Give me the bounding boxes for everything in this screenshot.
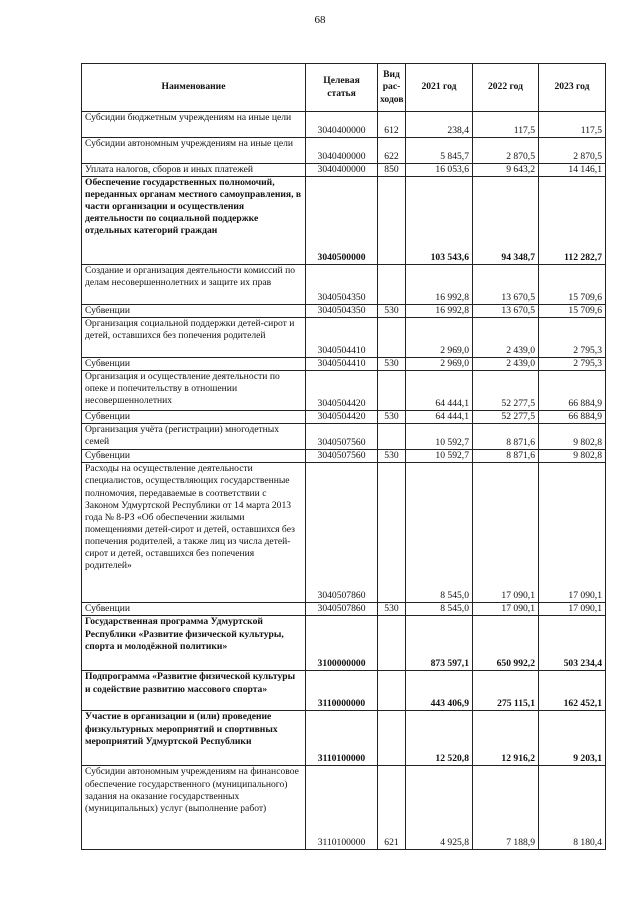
- row-name: Субвенции: [82, 603, 306, 616]
- row-value-2021: 10 592,7: [406, 450, 473, 463]
- row-value-2022: 17 090,1: [473, 463, 539, 603]
- row-name: Участие в организации и (или) проведение физкультурных мероприятий и спортивных мероприятий Удмуртской Республики: [82, 711, 306, 766]
- row-value-2023: 9 802,8: [539, 450, 606, 463]
- row-code: 3040400000: [306, 164, 378, 177]
- table-row: [82, 671, 606, 711]
- row-value-2023: 2 870,5: [539, 138, 606, 164]
- table-row: [82, 371, 606, 411]
- table-row: [82, 450, 606, 463]
- row-code: 3040400000: [306, 138, 378, 164]
- table-row: [82, 112, 606, 138]
- row-value-2022: 9 643,2: [473, 164, 539, 177]
- table-row: [82, 616, 606, 671]
- row-type: 850: [378, 164, 406, 177]
- row-name: Субсидии бюджетным учреждениям на иные цели: [82, 112, 306, 138]
- row-value-2022: 8 871,6: [473, 450, 539, 463]
- row-name: Расходы на осуществление деятельности специалистов, осуществляющих государственные полномочия, передаваемые в соответствии с Законом Удмуртской Республики от 14 марта 2013 года № 8-РЗ «Об обеспечении жилыми помещениями детей-сирот и детей, оставшихся без попечения родителей, а также лиц из числа детей-сирот и детей, оставшихся без попечения родителей»: [82, 463, 306, 603]
- row-code: 3040507560: [306, 450, 378, 463]
- row-code: 3040507860: [306, 463, 378, 603]
- row-name: Субсидии автономным учреждениям на финансовое обеспечение государственного (муниципального) задания на оказание государственных (муниципальных) услуг (выполнение работ): [82, 766, 306, 850]
- row-name: Уплата налогов, сборов и иных платежей: [82, 164, 306, 177]
- row-value-2021: 12 520,8: [406, 711, 473, 766]
- row-name: Организация учёта (регистрации) многодетных семей: [82, 424, 306, 450]
- row-name: Государственная программа Удмуртской Республики «Развитие физической культуры, спорта и молодёжной политики»: [82, 616, 306, 671]
- row-code: 3040504410: [306, 318, 378, 358]
- row-code: 3040507560: [306, 424, 378, 450]
- row-name: Субвенции: [82, 450, 306, 463]
- table-row: [82, 318, 606, 358]
- table-header-row: [82, 64, 606, 112]
- row-value-2023: 9 802,8: [539, 424, 606, 450]
- row-value-2022: 2 439,0: [473, 318, 539, 358]
- row-type: [378, 177, 406, 265]
- row-name: Субвенции: [82, 358, 306, 371]
- row-value-2021: 873 597,1: [406, 616, 473, 671]
- header-2023: 2023 год: [539, 64, 606, 112]
- row-code: 3100000000: [306, 616, 378, 671]
- row-type: 530: [378, 450, 406, 463]
- header-2021: 2021 год: [406, 64, 473, 112]
- row-name: Субвенции: [82, 305, 306, 318]
- row-value-2022: 7 188,9: [473, 766, 539, 850]
- row-code: 3040504350: [306, 305, 378, 318]
- row-value-2022: 8 871,6: [473, 424, 539, 450]
- table-row: [82, 766, 606, 850]
- row-value-2023: 162 452,1: [539, 671, 606, 711]
- header-type: Вид рас-ходов: [378, 64, 406, 112]
- row-value-2022: 12 916,2: [473, 711, 539, 766]
- table-row: [82, 265, 606, 305]
- table-row: [82, 138, 606, 164]
- row-type: [378, 711, 406, 766]
- row-value-2022: 94 348,7: [473, 177, 539, 265]
- row-type: [378, 371, 406, 411]
- row-value-2023: 117,5: [539, 112, 606, 138]
- row-value-2023: 15 709,6: [539, 305, 606, 318]
- table-body: [82, 112, 606, 850]
- table-row: [82, 177, 606, 265]
- page-number: 68: [314, 14, 326, 26]
- row-value-2023: 17 090,1: [539, 603, 606, 616]
- row-name: Организация социальной поддержки детей-сирот и детей, оставшихся без попечения родителей: [82, 318, 306, 358]
- row-code: 3040504420: [306, 411, 378, 424]
- row-value-2022: 2 870,5: [473, 138, 539, 164]
- row-value-2021: 8 545,0: [406, 463, 473, 603]
- row-name: Подпрограмма «Развитие физической культуры и содействие развитию массового спорта»: [82, 671, 306, 711]
- row-type: 612: [378, 112, 406, 138]
- row-value-2021: 64 444,1: [406, 371, 473, 411]
- row-type: 530: [378, 358, 406, 371]
- row-code: 3110100000: [306, 711, 378, 766]
- row-value-2021: 16 053,6: [406, 164, 473, 177]
- budget-table: [81, 63, 606, 850]
- row-type: [378, 265, 406, 305]
- table-row: [82, 411, 606, 424]
- row-value-2023: 66 884,9: [539, 411, 606, 424]
- row-code: 3110100000: [306, 766, 378, 850]
- row-name: Субсидии автономным учреждениям на иные цели: [82, 138, 306, 164]
- table-row: [82, 463, 606, 603]
- row-code: 3110000000: [306, 671, 378, 711]
- row-value-2022: 2 439,0: [473, 358, 539, 371]
- row-value-2022: 52 277,5: [473, 371, 539, 411]
- row-value-2021: 2 969,0: [406, 358, 473, 371]
- row-value-2023: 9 203,1: [539, 711, 606, 766]
- row-value-2023: 112 282,7: [539, 177, 606, 265]
- table-row: [82, 603, 606, 616]
- row-name: Создание и организация деятельности комиссий по делам несовершеннолетних и защите их прав: [82, 265, 306, 305]
- row-value-2022: 13 670,5: [473, 265, 539, 305]
- row-value-2022: 275 115,1: [473, 671, 539, 711]
- table-row: [82, 305, 606, 318]
- row-value-2022: 13 670,5: [473, 305, 539, 318]
- row-value-2022: 17 090,1: [473, 603, 539, 616]
- row-type: [378, 318, 406, 358]
- row-value-2021: 443 406,9: [406, 671, 473, 711]
- row-value-2023: 8 180,4: [539, 766, 606, 850]
- row-type: [378, 424, 406, 450]
- row-value-2022: 117,5: [473, 112, 539, 138]
- table-row: [82, 358, 606, 371]
- row-code: 3040500000: [306, 177, 378, 265]
- row-value-2021: 16 992,8: [406, 265, 473, 305]
- row-value-2021: 103 543,6: [406, 177, 473, 265]
- table-row: [82, 711, 606, 766]
- table-row: [82, 164, 606, 177]
- row-type: 530: [378, 603, 406, 616]
- row-name: Обеспечение государственных полномочий, переданных органам местного самоуправления, в части организации и осуществления деятельности по социальной поддержке отдельных категорий граждан: [82, 177, 306, 265]
- row-value-2022: 650 992,2: [473, 616, 539, 671]
- row-value-2021: 238,4: [406, 112, 473, 138]
- row-value-2021: 2 969,0: [406, 318, 473, 358]
- row-value-2023: 503 234,4: [539, 616, 606, 671]
- row-code: 3040504350: [306, 265, 378, 305]
- row-value-2023: 17 090,1: [539, 463, 606, 603]
- row-type: 621: [378, 766, 406, 850]
- row-value-2021: 16 992,8: [406, 305, 473, 318]
- row-name: Организация и осуществление деятельности по опеке и попечительству в отношении несовершеннолетних: [82, 371, 306, 411]
- row-code: 3040504420: [306, 371, 378, 411]
- row-type: 530: [378, 411, 406, 424]
- row-code: 3040507860: [306, 603, 378, 616]
- row-value-2021: 10 592,7: [406, 424, 473, 450]
- row-value-2022: 52 277,5: [473, 411, 539, 424]
- header-name: Наименование: [82, 64, 306, 112]
- row-type: 622: [378, 138, 406, 164]
- row-type: [378, 463, 406, 603]
- row-value-2023: 14 146,1: [539, 164, 606, 177]
- row-code: 3040400000: [306, 112, 378, 138]
- row-type: [378, 616, 406, 671]
- row-value-2021: 64 444,1: [406, 411, 473, 424]
- row-value-2021: 5 845,7: [406, 138, 473, 164]
- header-code: Целевая статья: [306, 64, 378, 112]
- header-2022: 2022 год: [473, 64, 539, 112]
- row-name: Субвенции: [82, 411, 306, 424]
- row-value-2021: 8 545,0: [406, 603, 473, 616]
- row-type: [378, 671, 406, 711]
- row-value-2023: 15 709,6: [539, 265, 606, 305]
- table-row: [82, 424, 606, 450]
- row-value-2021: 4 925,8: [406, 766, 473, 850]
- row-value-2023: 2 795,3: [539, 318, 606, 358]
- row-value-2023: 2 795,3: [539, 358, 606, 371]
- row-code: 3040504410: [306, 358, 378, 371]
- row-type: 530: [378, 305, 406, 318]
- row-value-2023: 66 884,9: [539, 371, 606, 411]
